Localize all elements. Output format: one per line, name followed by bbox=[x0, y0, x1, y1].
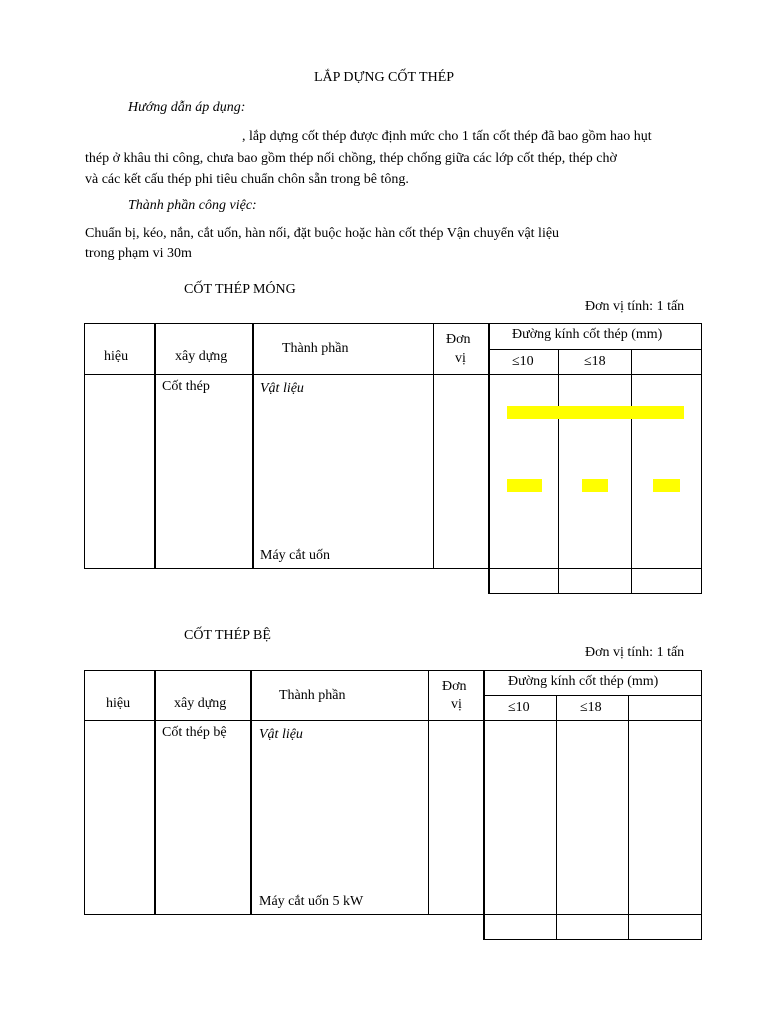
section1-row-work: Cốt thép bbox=[162, 379, 210, 394]
guide-line-2: thép ở khâu thi công, chưa bao gồm thép nối chồng, thép chống giữa các lớp cốt thép, thép chờ bbox=[85, 151, 617, 166]
section2-heading: CỐT THÉP BỆ bbox=[184, 628, 271, 643]
section2-unit-note: Đơn vị tính: 1 tấn bbox=[585, 645, 685, 660]
guide-heading: Hướng dẫn áp dụng: bbox=[128, 100, 246, 115]
section2-header-code: hiệu bbox=[106, 696, 131, 711]
highlight-bar bbox=[507, 406, 684, 419]
section2-header-unit-1: Đơn bbox=[442, 679, 467, 694]
work-line-2: trong phạm vi 30m bbox=[85, 246, 192, 261]
section2-header-unit-2: vị bbox=[451, 697, 462, 712]
page-title: LẮP DỰNG CỐT THÉP bbox=[313, 70, 455, 85]
section2-header-work: xây dựng bbox=[174, 696, 227, 711]
section2-header-d1: ≤10 bbox=[508, 700, 530, 715]
section1-unit-note: Đơn vị tính: 1 tấn bbox=[585, 299, 685, 314]
section1-header-diameter: Đường kính cốt thép (mm) bbox=[512, 327, 663, 342]
section1-header-code: hiệu bbox=[104, 349, 129, 364]
section2-row-work: Cốt thép bệ bbox=[162, 725, 227, 740]
section1-header-unit-2: vị bbox=[455, 351, 466, 366]
section1-row-machine: Máy cắt uốn bbox=[260, 548, 330, 563]
section2-header-d2: ≤18 bbox=[580, 700, 602, 715]
guide-line-3: và các kết cấu thép phi tiêu chuẩn chôn sẵn trong bê tông. bbox=[85, 172, 409, 187]
section2-header-diameter: Đường kính cốt thép (mm) bbox=[508, 674, 659, 689]
section1-header-d1: ≤10 bbox=[512, 354, 534, 369]
section2-row-machine: Máy cắt uốn 5 kW bbox=[259, 894, 364, 909]
section1-header-unit-1: Đơn bbox=[446, 332, 471, 347]
section1-header-work: xây dựng bbox=[175, 349, 228, 364]
section2-header-component: Thành phần bbox=[279, 688, 346, 703]
section1-row-material: Vật liệu bbox=[260, 381, 304, 396]
section1-heading: CỐT THÉP MÓNG bbox=[184, 282, 296, 297]
section1-header-component: Thành phần bbox=[282, 341, 349, 356]
highlight-block bbox=[582, 479, 608, 492]
section2-row-material: Vật liệu bbox=[259, 727, 303, 742]
section1-header-d2: ≤18 bbox=[584, 354, 606, 369]
highlight-block bbox=[507, 479, 542, 492]
work-line-1: Chuẩn bị, kéo, nắn, cắt uốn, hàn nối, đặt buộc hoặc hàn cốt thép Vận chuyển vật liệu bbox=[85, 226, 560, 241]
guide-line-1: , lắp dựng cốt thép được định mức cho 1 tấn cốt thép đã bao gồm hao hụt bbox=[242, 129, 652, 144]
highlight-block bbox=[653, 479, 680, 492]
work-heading: Thành phần công việc: bbox=[128, 198, 257, 213]
